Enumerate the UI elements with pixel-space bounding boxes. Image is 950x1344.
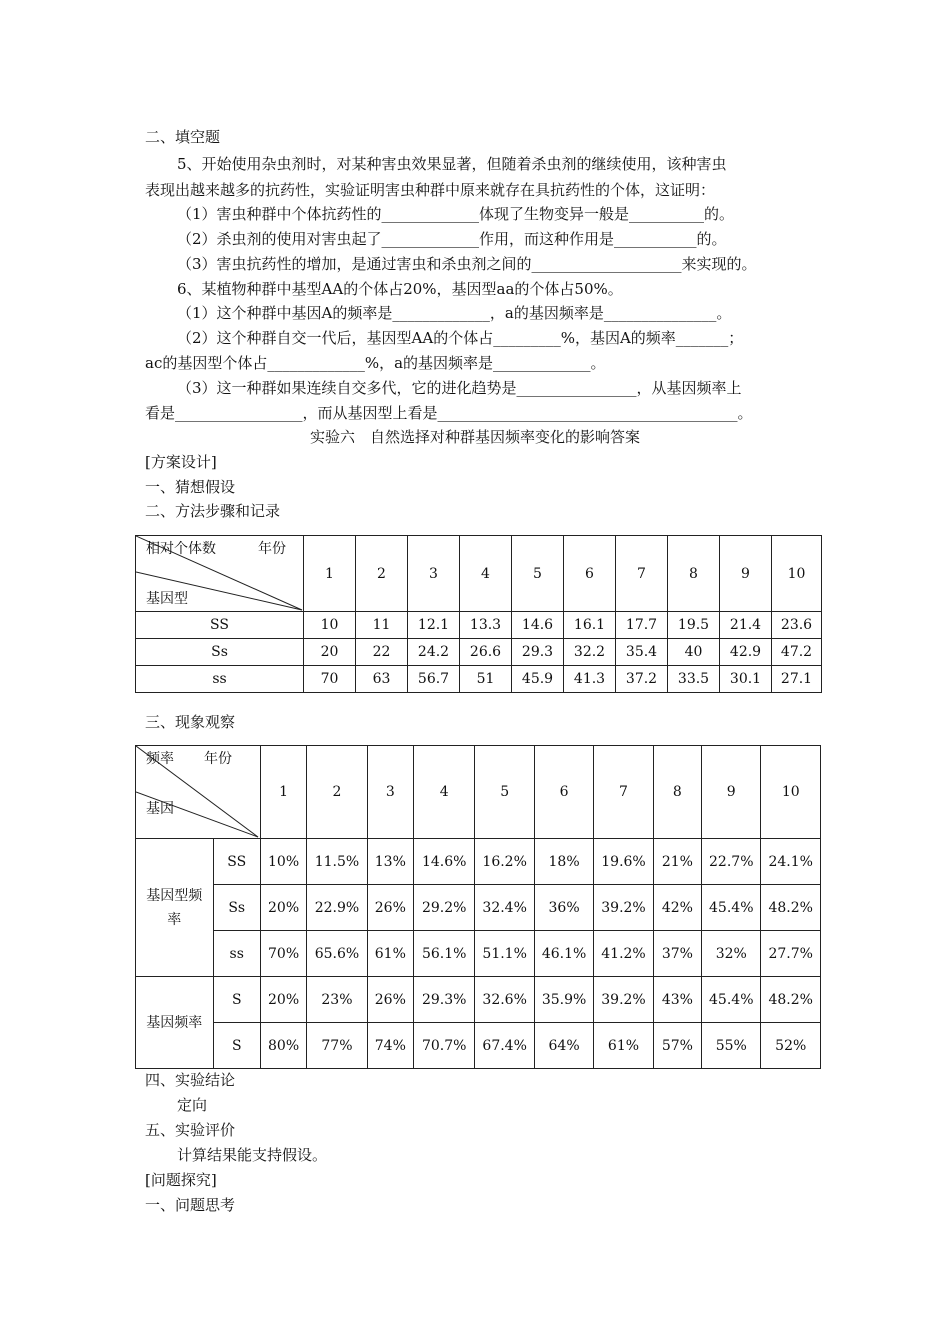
table1-diagonal-header-cell xyxy=(136,536,304,612)
cell: 70.7% xyxy=(414,1023,475,1069)
year-header: 2 xyxy=(307,746,367,839)
year-header: 6 xyxy=(564,536,616,612)
question-5-part3: （3）害虫抗药性的增加，是通过害虫和杀虫剂之间的____________________来实现的。 xyxy=(177,255,757,273)
cell: 70 xyxy=(304,666,356,693)
cell: 29.2% xyxy=(414,885,475,931)
cell: 61% xyxy=(367,931,413,977)
answer-title: 实验六 自然选择对种群基因频率变化的影响答案 xyxy=(309,428,640,446)
year-header: 1 xyxy=(304,536,356,612)
cell: 13% xyxy=(367,839,413,885)
year-header: 8 xyxy=(668,536,720,612)
conclusion-text: 定向 xyxy=(177,1096,208,1114)
row-label: S xyxy=(213,1023,260,1069)
year-header: 7 xyxy=(616,536,668,612)
cell: 52% xyxy=(761,1023,821,1069)
cell: 74% xyxy=(367,1023,413,1069)
year-header: 8 xyxy=(653,746,701,839)
table-row xyxy=(136,639,822,666)
cell: 21.4 xyxy=(720,612,772,639)
year-header: 9 xyxy=(702,746,761,839)
cell: 36% xyxy=(534,885,593,931)
conclusion-heading: 四、实验结论 xyxy=(145,1071,236,1089)
row-label: S xyxy=(213,977,260,1023)
cell: 64% xyxy=(534,1023,593,1069)
cell: 23.6 xyxy=(772,612,822,639)
cell: 39.2% xyxy=(594,977,653,1023)
year-header: 6 xyxy=(534,746,593,839)
cell: 37% xyxy=(653,931,701,977)
cell: 67.4% xyxy=(475,1023,534,1069)
year-header: 9 xyxy=(720,536,772,612)
evaluation-text: 计算结果能支持假设。 xyxy=(177,1146,328,1164)
cell: 12.1 xyxy=(408,612,460,639)
table-row xyxy=(136,977,821,1023)
table-row xyxy=(136,931,821,977)
cell: 13.3 xyxy=(460,612,512,639)
cell: 18% xyxy=(534,839,593,885)
observe-heading: 三、现象观察 xyxy=(145,713,236,731)
cell: 61% xyxy=(594,1023,653,1069)
question-6: 6、某植物种群中基型AA的个体占20%，基因型aa的个体占50%。 xyxy=(177,280,623,298)
frequency-table xyxy=(135,745,821,1069)
cell: 24.1% xyxy=(761,839,821,885)
header-year: 年份 xyxy=(258,541,286,557)
table-row xyxy=(136,839,821,885)
explore-heading: [问题探究] xyxy=(145,1171,217,1189)
year-header: 10 xyxy=(761,746,821,839)
cell: 22.9% xyxy=(307,885,367,931)
cell: 11.5% xyxy=(307,839,367,885)
cell: 63 xyxy=(356,666,408,693)
cell: 80% xyxy=(260,1023,306,1069)
row-label: Ss xyxy=(136,639,304,666)
cell: 20 xyxy=(304,639,356,666)
cell: 43% xyxy=(653,977,701,1023)
section-heading-fill-blank: 二、填空题 xyxy=(145,128,221,146)
cell: 10% xyxy=(260,839,306,885)
cell: 37.2 xyxy=(616,666,668,693)
table-row xyxy=(136,1023,821,1069)
cell: 32.6% xyxy=(475,977,534,1023)
cell: 56.7 xyxy=(408,666,460,693)
question-6-part1: （1）这个种群中基因A的频率是_____________，a的基因频率是_______________。 xyxy=(177,304,732,322)
year-header: 4 xyxy=(414,746,475,839)
header-year: 年份 xyxy=(204,751,232,767)
cell: 29.3 xyxy=(512,639,564,666)
cell: 45.9 xyxy=(512,666,564,693)
genotype-frequency-group-label: 基因型频率 xyxy=(136,839,214,977)
table-row xyxy=(136,885,821,931)
cell: 39.2% xyxy=(594,885,653,931)
year-header: 1 xyxy=(260,746,306,839)
cell: 42% xyxy=(653,885,701,931)
cell: 16.1 xyxy=(564,612,616,639)
cell: 40 xyxy=(668,639,720,666)
cell: 19.6% xyxy=(594,839,653,885)
row-label: ss xyxy=(213,931,260,977)
cell: 17.7 xyxy=(616,612,668,639)
gene-frequency-group-label: 基因频率 xyxy=(136,977,214,1069)
plan-design-heading: [方案设计] xyxy=(145,453,217,471)
cell: 65.6% xyxy=(307,931,367,977)
cell: 35.4 xyxy=(616,639,668,666)
cell: 14.6% xyxy=(414,839,475,885)
header-genotype: 基因型 xyxy=(146,591,188,607)
cell: 22.7% xyxy=(702,839,761,885)
question-6-part3-line2: 看是_________________，而从基因型上看是________________________________________。 xyxy=(145,404,753,422)
year-header: 7 xyxy=(594,746,653,839)
cell: 45.4% xyxy=(702,977,761,1023)
year-header: 5 xyxy=(512,536,564,612)
year-header: 3 xyxy=(367,746,413,839)
question-6-part3-line1: （3）这一种群如果连续自交多代，它的进化趋势是________________，从基因频率上 xyxy=(177,379,742,397)
table2-diagonal-header-cell xyxy=(136,746,261,839)
row-label: SS xyxy=(213,839,260,885)
cell: 45.4% xyxy=(702,885,761,931)
row-label: ss xyxy=(136,666,304,693)
cell: 16.2% xyxy=(475,839,534,885)
cell: 10 xyxy=(304,612,356,639)
year-header: 4 xyxy=(460,536,512,612)
table-row xyxy=(136,666,822,693)
row-label: Ss xyxy=(213,885,260,931)
question-6-part2-line2: ac的基因型个体占_____________%，a的基因频率是_____________。 xyxy=(145,354,606,372)
cell: 35.9% xyxy=(534,977,593,1023)
cell: 27.1 xyxy=(772,666,822,693)
cell: 41.2% xyxy=(594,931,653,977)
cell: 70% xyxy=(260,931,306,977)
cell: 48.2% xyxy=(761,977,821,1023)
cell: 46.1% xyxy=(534,931,593,977)
cell: 24.2 xyxy=(408,639,460,666)
cell: 42.9 xyxy=(720,639,772,666)
cell: 20% xyxy=(260,977,306,1023)
cell: 23% xyxy=(307,977,367,1023)
year-header: 5 xyxy=(475,746,534,839)
cell: 57% xyxy=(653,1023,701,1069)
cell: 55% xyxy=(702,1023,761,1069)
header-relative-count: 相对个体数 xyxy=(146,541,216,557)
question-5-line2: 表现出越来越多的抗药性，实验证明害虫种群中原来就存在具抗药性的个体，这证明： xyxy=(145,181,716,199)
cell: 22 xyxy=(356,639,408,666)
cell: 51 xyxy=(460,666,512,693)
cell: 14.6 xyxy=(512,612,564,639)
evaluation-heading: 五、实验评价 xyxy=(145,1121,236,1139)
genotype-count-table xyxy=(135,535,822,693)
method-heading: 二、方法步骤和记录 xyxy=(145,502,281,520)
cell: 33.5 xyxy=(668,666,720,693)
cell: 77% xyxy=(307,1023,367,1069)
cell: 29.3% xyxy=(414,977,475,1023)
year-header: 3 xyxy=(408,536,460,612)
cell: 32.4% xyxy=(475,885,534,931)
question-5-part1: （1）害虫种群中个体抗药性的_____________体现了生物变异一般是__________的。 xyxy=(177,205,735,223)
cell: 30.1 xyxy=(720,666,772,693)
question-5-line1: 5、开始使用杂虫剂时，对某种害虫效果显著，但随着杀虫剂的继续使用，该种害虫 xyxy=(177,155,727,173)
question-6-part2-line1: （2）这个种群自交一代后，基因型AA的个体占_________%，基因A的频率_______； xyxy=(177,329,744,347)
cell: 20% xyxy=(260,885,306,931)
cell: 26% xyxy=(367,977,413,1023)
table-row xyxy=(136,612,822,639)
year-header: 10 xyxy=(772,536,822,612)
cell: 56.1% xyxy=(414,931,475,977)
cell: 11 xyxy=(356,612,408,639)
row-label: SS xyxy=(136,612,304,639)
think-heading: 一、问题思考 xyxy=(145,1196,236,1214)
cell: 41.3 xyxy=(564,666,616,693)
cell: 26% xyxy=(367,885,413,931)
header-frequency: 频率 xyxy=(146,751,174,767)
cell: 47.2 xyxy=(772,639,822,666)
cell: 21% xyxy=(653,839,701,885)
question-5-part2: （2）杀虫剂的使用对害虫起了_____________作用，而这种作用是___________的。 xyxy=(177,230,727,248)
guess-heading: 一、猜想假设 xyxy=(145,478,236,496)
cell: 32% xyxy=(702,931,761,977)
cell: 32.2 xyxy=(564,639,616,666)
cell: 26.6 xyxy=(460,639,512,666)
cell: 19.5 xyxy=(668,612,720,639)
cell: 48.2% xyxy=(761,885,821,931)
year-header: 2 xyxy=(356,536,408,612)
cell: 27.7% xyxy=(761,931,821,977)
cell: 51.1% xyxy=(475,931,534,977)
header-gene: 基因 xyxy=(146,801,174,817)
